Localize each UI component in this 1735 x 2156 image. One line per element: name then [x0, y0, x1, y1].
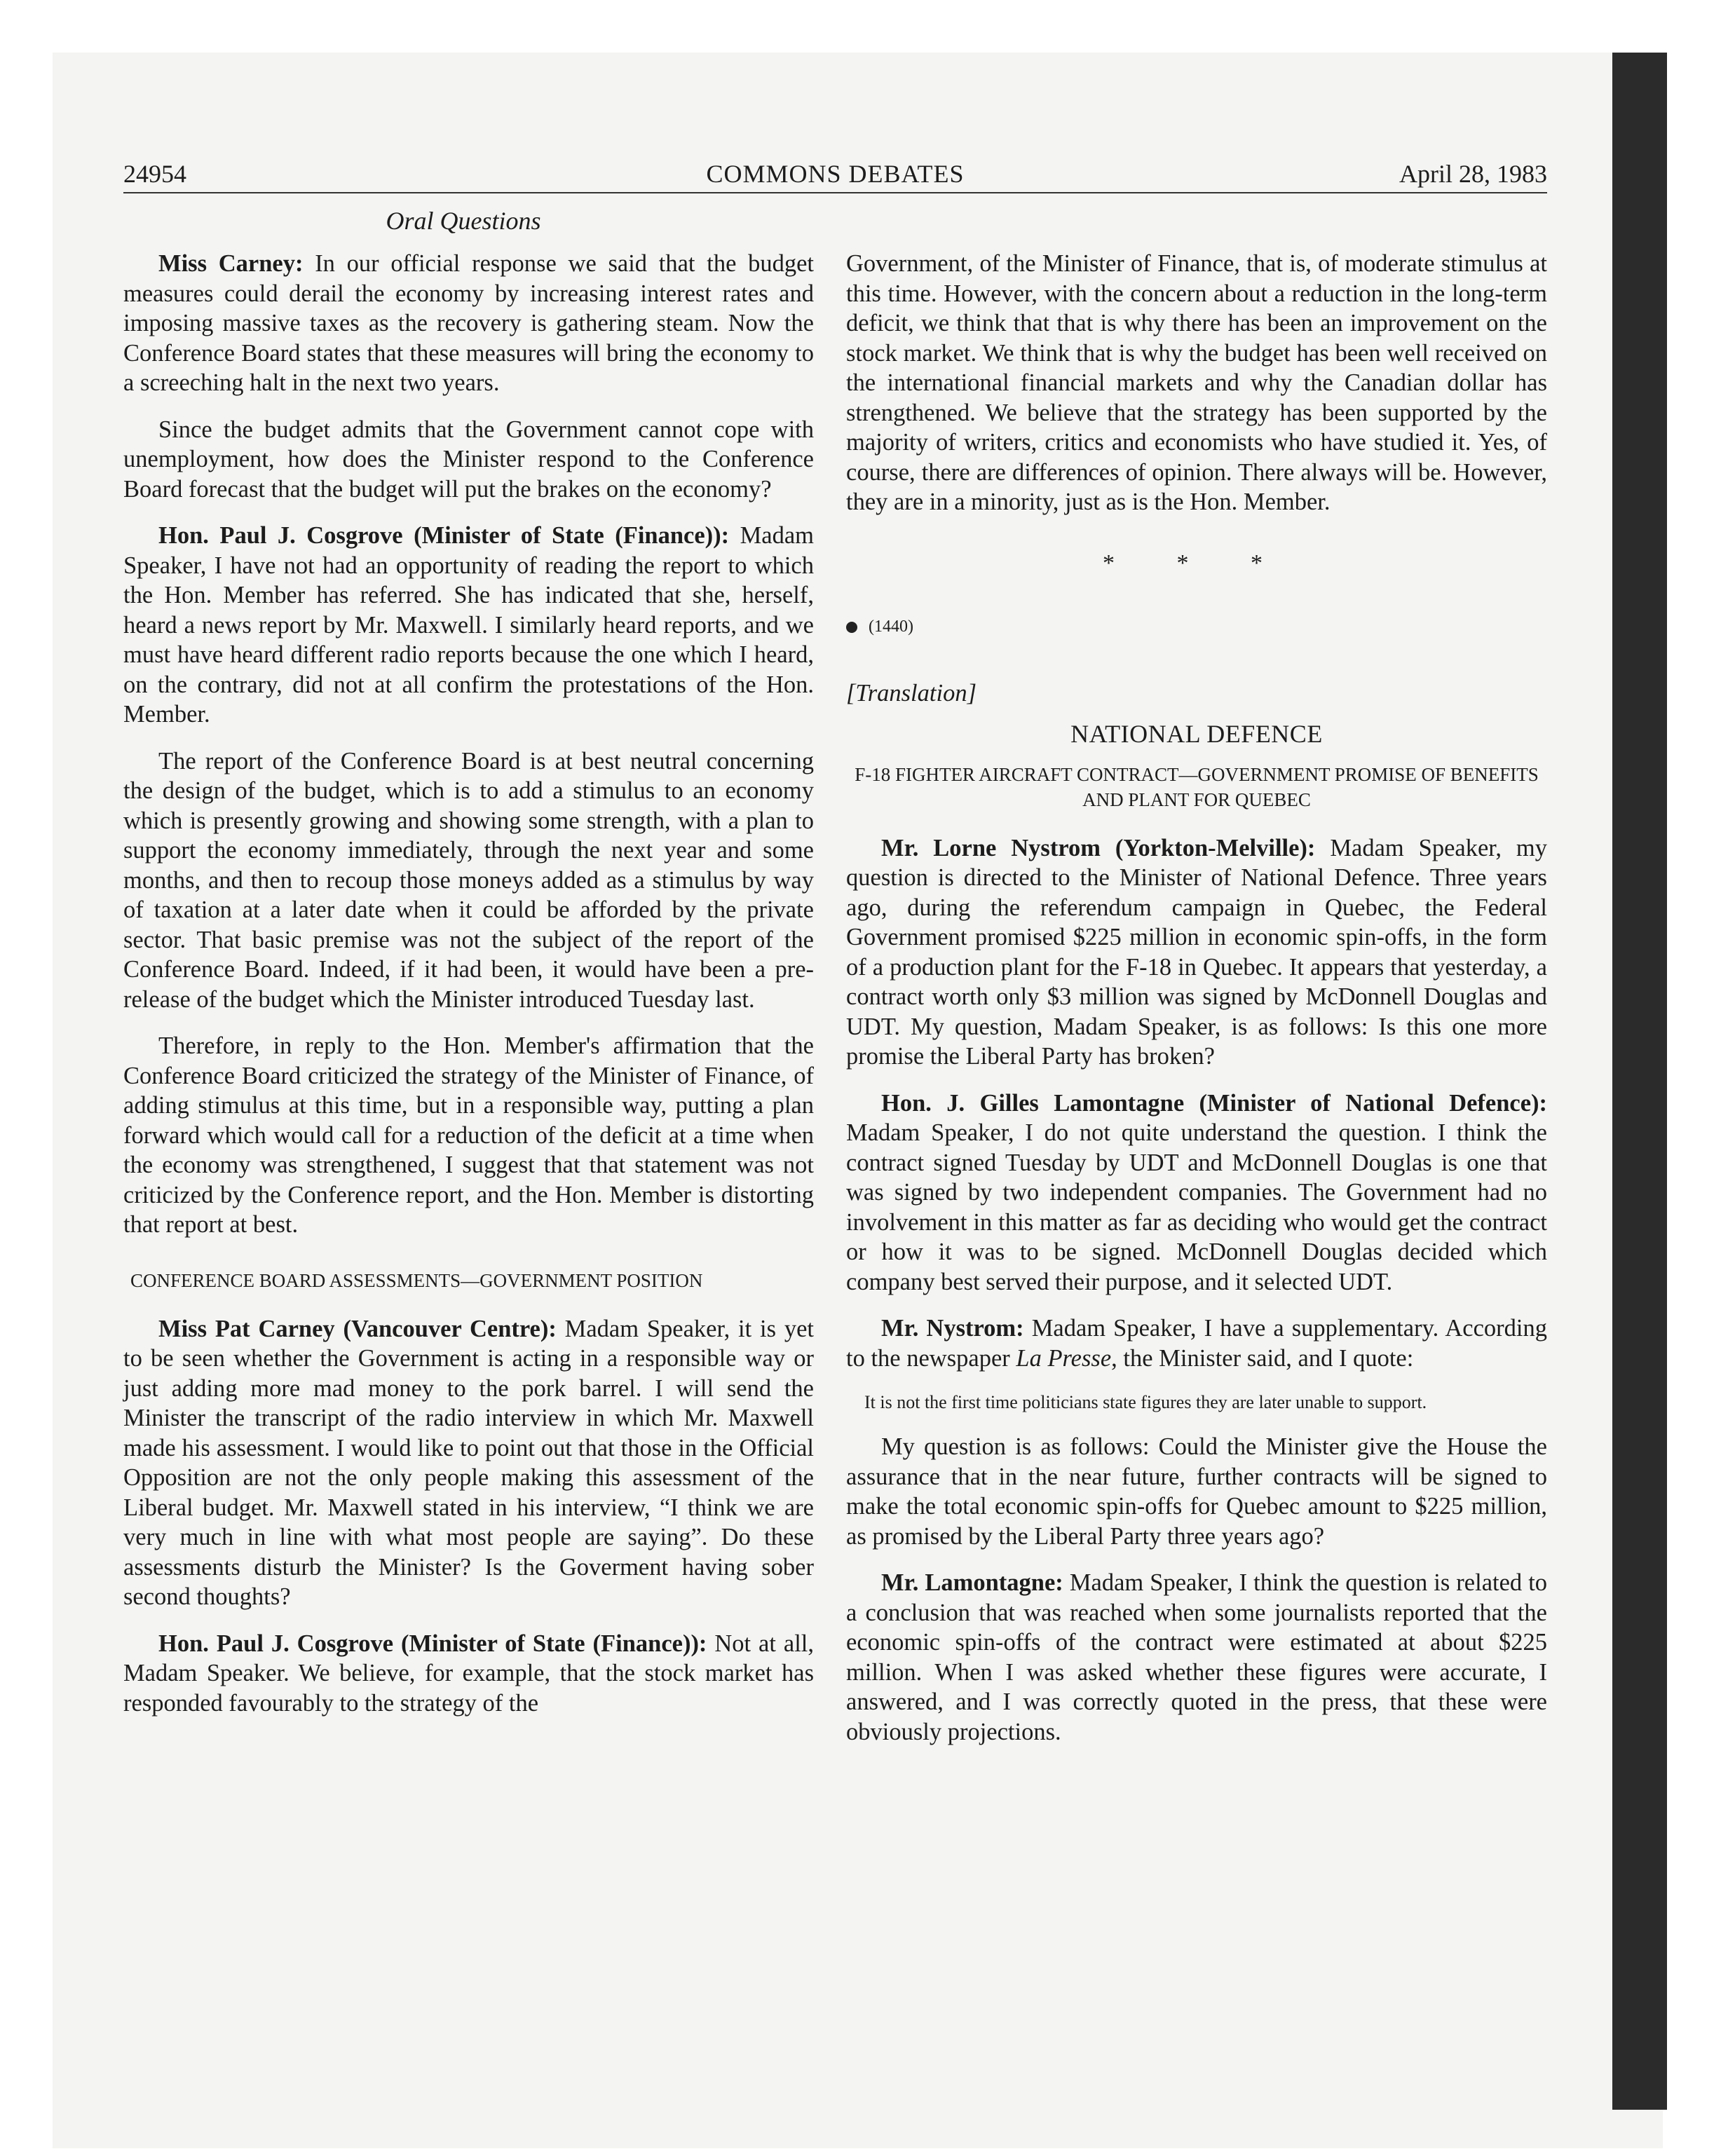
running-title: Oral Questions: [386, 207, 541, 235]
paragraph: Hon. Paul J. Cosgrove (Minister of State (Finance)): Not at all, Madam Speaker. We believe, for example, that the stock market has responded favourably to the strategy of the: [123, 1630, 814, 1717]
block-quote: It is not the first time politicians state figures they are later unable to support.: [864, 1392, 1427, 1412]
speaker-name: Miss Pat Carney (Vancouver Centre):: [158, 1315, 557, 1342]
time-marker: (1440): [846, 612, 1547, 642]
speaker-name: Mr. Nystrom:: [881, 1315, 1024, 1342]
publication-title: COMMONS DEBATES: [706, 160, 965, 188]
newspaper-name: La Presse: [1016, 1344, 1112, 1372]
paragraph: Government, of the Minister of Finance, that is, of moderate stimulus at this time. However, with the concern about a reduction in the long-term deficit, we think that that is why there has been an improvement on the stock market. We think that is why the budget has been well received on the international financial markets and why the Canadian dollar has strengthened. We believe that the strategy has been supported by the majority of writers, critics and economists who have studied it. Yes, of course, there are differences of opinion. There always will be. However, they are in a minority, just as is the Hon. Member.: [846, 250, 1547, 515]
page-number: 24954: [123, 160, 186, 188]
speaker-name: Hon. Paul J. Cosgrove (Minister of State (Finance)):: [158, 522, 730, 549]
speaker-name: Mr. Lamontagne:: [881, 1569, 1063, 1596]
left-column: [123, 249, 814, 1735]
bullet-icon: [846, 622, 857, 633]
scan-edge-bar: [1612, 53, 1667, 2110]
paragraph: The report of the Conference Board is at best neutral concerning the design of the budget, which is to add a stimulus to an economy which is presently growing and showing some strength, with a plan to support the economy immediately, through the next year and some months, and then to recoup those moneys added as a stimulus by way of taxation at a later date when it could be afforded by the private sector. That basic premise was not the subject of the report of the Conference Board. Indeed, if it had been, it would have been a pre-release of the budget which the Minister introduced Tuesday last.: [123, 747, 814, 1013]
paragraph: Hon. Paul J. Cosgrove (Minister of State (Finance)): Madam Speaker, I have not had an opportunity of reading the report to which the Hon. Member has referred. She has indicated that she, herself, heard a news report by Mr. Maxwell. I similarly heard reports, and we must have heard different radio reports because the one which I heard, on the contrary, did not at all confirm the protestations of the Hon. Member.: [123, 522, 814, 728]
subheading: F-18 FIGHTER AIRCRAFT CONTRACT—GOVERNMENT PROMISE OF BENEFITS AND PLANT FOR QUEBEC: [855, 763, 1539, 810]
paragraph: Miss Pat Carney (Vancouver Centre): Madam Speaker, it is yet to be seen whether the Government is acting in a responsible way or just adding more mad money to the pork barrel. I will send the Minister the transcript of the radio interview in which Mr. Maxwell made his assessment. I would like to point out that those in the Official Opposition are not the only people making this assessment of the Liberal budget. Mr. Maxwell stated in his interview, “I think we are very much in line with what most people are saying”. Do these assessments disturb the Minister? Is the Goverment having sober second thoughts?: [123, 1315, 814, 1610]
subheading: CONFERENCE BOARD ASSESSMENTS—GOVERNMENT POSITION: [130, 1269, 703, 1291]
paragraph: Mr. Lorne Nystrom (Yorkton-Melville): Madam Speaker, my question is directed to the Minister of National Defence. Three years ago, during the referendum campaign in Quebec, the Federal Government promised $225 million in economic spin-offs, in the form of a production plant for the F-18 in Quebec. It appears that yesterday, a contract worth only $3 million was signed by McDonnell Douglas and UDT. My question, Madam Speaker, is as follows: Is this one more promise the Liberal Party has broken?: [846, 834, 1548, 1070]
speaker-name: Hon. Paul J. Cosgrove (Minister of State (Finance)):: [158, 1630, 707, 1657]
page-header: [123, 156, 1547, 193]
speaker-name: Miss Carney:: [158, 250, 304, 277]
speaker-name: Mr. Lorne Nystrom (Yorkton-Melville):: [881, 834, 1316, 861]
section-heading: NATIONAL DEFENCE: [1070, 720, 1323, 748]
paragraph: Mr. Lamontagne: Madam Speaker, I think the question is related to a conclusion that was reached when some journalists reported that the economic spin-offs of the contract were estimated at about $225 million. When I was asked whether these figures were accurate, I answered, and I was correctly quoted in the press, that these were obviously projections.: [846, 1569, 1548, 1745]
right-column: [846, 249, 1547, 1763]
paragraph: My question is as follows: Could the Minister give the House the assurance that in the near future, further contracts will be signed to make the total economic spin-offs for Quebec amount to $225 million, as promised by the Liberal Party three years ago?: [846, 1433, 1547, 1550]
section-break-stars: * * *: [1103, 550, 1291, 576]
paragraph: Miss Carney: In our official response we said that the budget measures could derail the economy by increasing interest rates and imposing massive taxes as the recovery is gathering steam. Now the Conference Board states that these measures will bring the economy to a screeching halt in the next two years.: [123, 250, 815, 396]
translation-note: [Translation]: [846, 679, 977, 707]
page-date: April 28, 1983: [1399, 160, 1547, 188]
paragraph: Since the budget admits that the Government cannot cope with unemployment, how does the Minister respond to the Conference Board forecast that the budget will put the brakes on the economy?: [123, 416, 814, 503]
paragraph: Therefore, in reply to the Hon. Member's affirmation that the Conference Board criticized the strategy of the Minister of Finance, of adding stimulus at this time, but in a responsible way, putting a plan forward which would call for a reduction of the deficit at a time when the economy was strengthened, I suggest that that statement was not criticized by the Conference report, and the Hon. Member is distorting that report at best.: [123, 1032, 814, 1238]
paragraph: Hon. J. Gilles Lamontagne (Minister of National Defence): Madam Speaker, I do not quite understand the question. I think the contract signed Tuesday by UDT and McDonnell Douglas is one that was signed by two independent companies. The Government had no involvement in this matter as far as deciding who would get the contract or how it was to be signed. McDonnell Douglas decided which company best served their purpose, and it selected UDT.: [846, 1089, 1547, 1295]
paragraph: Mr. Nystrom: Madam Speaker, I have a supplementary. According to the newspaper La Presse, the Minister said, and I quote:: [846, 1315, 1547, 1372]
speaker-name: Hon. J. Gilles Lamontagne (Minister of National Defence):: [881, 1089, 1547, 1117]
